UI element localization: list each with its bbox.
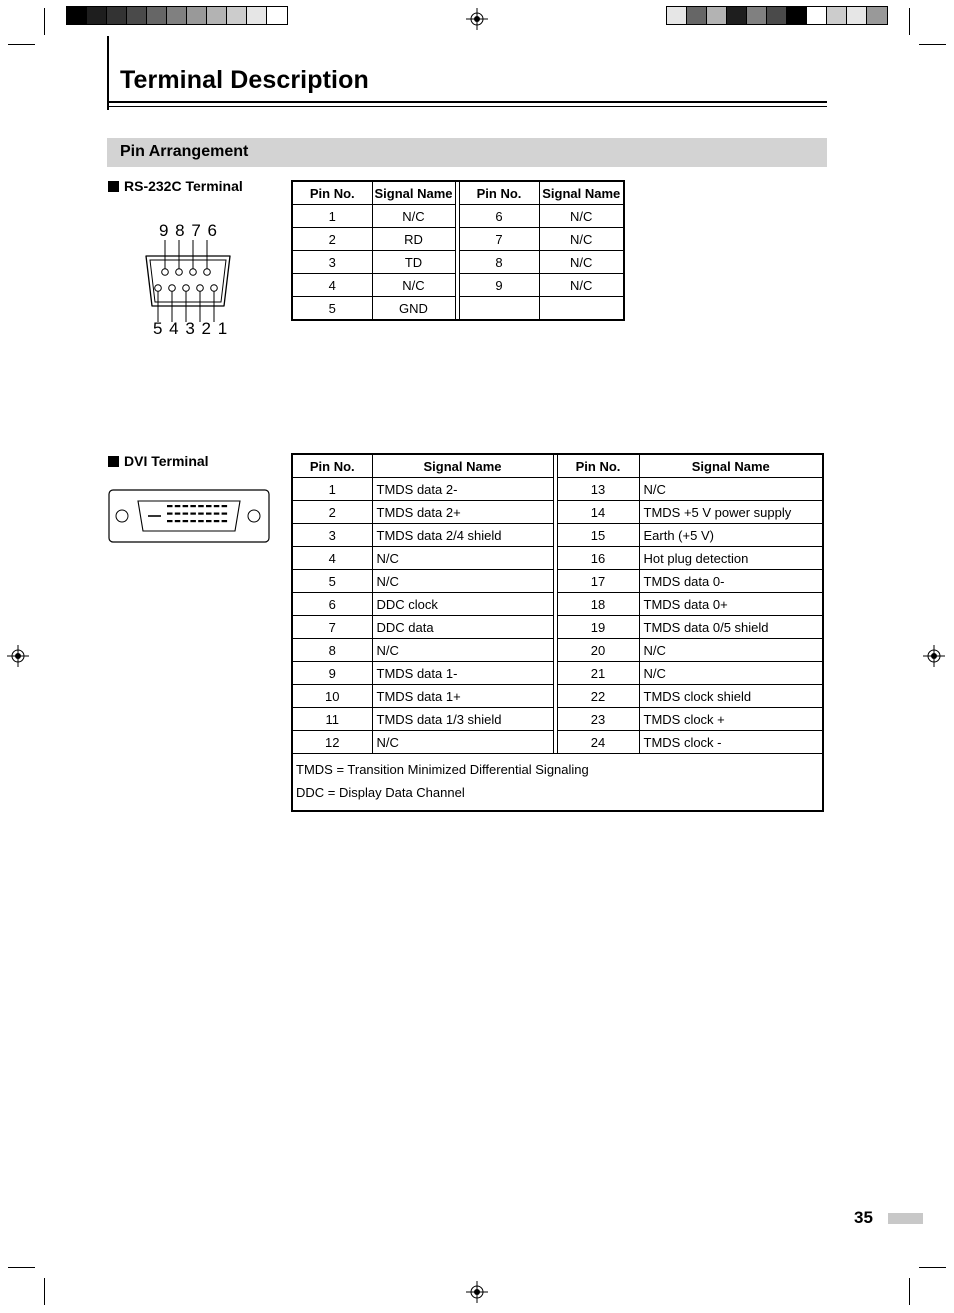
pin-number: 4 (292, 547, 372, 570)
signal-name: TMDS data 1/3 shield (372, 708, 553, 731)
page-number-bar (888, 1213, 923, 1224)
pin-number: 5 (292, 297, 372, 321)
table-row (292, 228, 624, 251)
column-header: Pin No. (557, 454, 639, 478)
dvi-pin (214, 520, 220, 522)
signal-name: N/C (372, 731, 553, 754)
table-header-row (292, 454, 823, 478)
signal-name: Earth (+5 V) (639, 524, 823, 547)
registration-mark-left (7, 645, 29, 667)
dvi-pin (214, 505, 220, 507)
pin-number: 13 (557, 478, 639, 501)
pin-number: 12 (292, 731, 372, 754)
signal-name: N/C (639, 478, 823, 501)
table-row (292, 731, 823, 754)
dvi-pin (222, 520, 228, 522)
pin-number: 7 (292, 616, 372, 639)
pin-number: 16 (557, 547, 639, 570)
signal-name: GND (372, 297, 455, 321)
signal-name: N/C (372, 570, 553, 593)
signal-name: TMDS data 1- (372, 662, 553, 685)
section-header (107, 138, 827, 167)
pin-number: 22 (557, 685, 639, 708)
table-row (292, 685, 823, 708)
dvi-connector-diagram (108, 489, 270, 543)
color-swatch (707, 7, 727, 24)
rs232-top-pin-numbers: 9 8 7 6 (159, 221, 218, 240)
color-swatch (167, 7, 187, 24)
color-swatch (787, 7, 807, 24)
dvi-pin (222, 505, 228, 507)
dvi-pin (167, 520, 173, 522)
registration-mark-top (466, 8, 488, 30)
dvi-pin (167, 513, 173, 515)
dvi-pin (206, 505, 212, 507)
signal-name: N/C (372, 274, 455, 297)
pin-number: 23 (557, 708, 639, 731)
pin-number: 14 (557, 501, 639, 524)
table-row (292, 274, 624, 297)
pin-number: 1 (292, 478, 372, 501)
color-swatch (127, 7, 147, 24)
color-swatch (147, 7, 167, 24)
signal-name: DDC data (372, 616, 553, 639)
signal-name: N/C (372, 639, 553, 662)
color-swatch (687, 7, 707, 24)
signal-name: N/C (539, 251, 624, 274)
dvi-pin (206, 520, 212, 522)
registration-mark-right (923, 645, 945, 667)
color-swatch (247, 7, 267, 24)
table-notes-row (292, 754, 823, 812)
rs232-pin-table (291, 180, 625, 321)
table-row (292, 251, 624, 274)
signal-name: N/C (372, 205, 455, 228)
signal-name: TMDS data 1+ (372, 685, 553, 708)
color-swatch (727, 7, 747, 24)
dvi-pin (190, 520, 196, 522)
column-header: Signal Name (539, 181, 624, 205)
pin-number: 17 (557, 570, 639, 593)
table-row (292, 478, 823, 501)
color-swatch (187, 7, 207, 24)
note-tmds: TMDS = Transition Minimized Differential Signaling (296, 762, 589, 777)
column-header: Pin No. (292, 454, 372, 478)
pin-number: 11 (292, 708, 372, 731)
signal-name: TMDS data 0/5 shield (639, 616, 823, 639)
pin-number: 19 (557, 616, 639, 639)
pin-number: 10 (292, 685, 372, 708)
table-row (292, 501, 823, 524)
note-ddc: DDC = Display Data Channel (296, 785, 465, 800)
rs232-bottom-pin-numbers: 5 4 3 2 1 (153, 319, 229, 338)
table-row (292, 297, 624, 321)
bullet-square-icon (108, 181, 119, 192)
table-header-row (292, 181, 624, 205)
title-rule (107, 101, 827, 103)
table-row (292, 570, 823, 593)
dvi-pin (167, 505, 173, 507)
table-row (292, 662, 823, 685)
signal-name: N/C (539, 228, 624, 251)
color-swatch (227, 7, 247, 24)
pin-number: 2 (292, 228, 372, 251)
pin-number: 5 (292, 570, 372, 593)
dvi-pin-table (291, 453, 824, 812)
color-swatch (807, 7, 827, 24)
signal-name: TMDS clock shield (639, 685, 823, 708)
dvi-pin (198, 513, 204, 515)
column-header: Signal Name (372, 454, 553, 478)
signal-name: TMDS data 2+ (372, 501, 553, 524)
column-header: Signal Name (639, 454, 823, 478)
bullet-square-icon (108, 456, 119, 467)
signal-name: TMDS +5 V power supply (639, 501, 823, 524)
rs232-heading-text: RS-232C Terminal (124, 178, 243, 194)
pin-number: 8 (459, 251, 539, 274)
signal-name: TMDS data 2/4 shield (372, 524, 553, 547)
pin-number: 1 (292, 205, 372, 228)
pin-number: 3 (292, 251, 372, 274)
rs232-connector-diagram (140, 240, 236, 322)
signal-name: Hot plug detection (639, 547, 823, 570)
pin-number: 21 (557, 662, 639, 685)
title-rule-thin (107, 106, 827, 107)
dvi-pin (198, 520, 204, 522)
dvi-pin (175, 505, 181, 507)
color-swatch (267, 7, 287, 24)
table-notes (292, 754, 823, 812)
pin-number: 4 (292, 274, 372, 297)
pin-number (459, 297, 539, 321)
page-number: 35 (854, 1208, 873, 1227)
section-title: Pin Arrangement (120, 143, 249, 160)
column-header: Pin No. (292, 181, 372, 205)
color-bar-right (666, 6, 888, 25)
signal-name: TMDS data 2- (372, 478, 553, 501)
pin-number: 6 (459, 205, 539, 228)
signal-name: RD (372, 228, 455, 251)
table-row (292, 639, 823, 662)
color-swatch (847, 7, 867, 24)
page-title: Terminal Description (120, 66, 369, 94)
dvi-pin (183, 505, 189, 507)
rs232-heading (108, 178, 243, 194)
color-swatch (827, 7, 847, 24)
pin-number: 9 (292, 662, 372, 685)
signal-name (539, 297, 624, 321)
signal-name: N/C (639, 639, 823, 662)
dvi-pin (190, 513, 196, 515)
signal-name: TMDS clock - (639, 731, 823, 754)
dvi-pin (175, 513, 181, 515)
color-swatch (67, 7, 87, 24)
table-row (292, 205, 624, 228)
column-header: Pin No. (459, 181, 539, 205)
signal-name: N/C (539, 274, 624, 297)
pin-number: 15 (557, 524, 639, 547)
pin-number: 20 (557, 639, 639, 662)
color-swatch (767, 7, 787, 24)
dvi-heading (108, 453, 209, 469)
pin-number: 24 (557, 731, 639, 754)
color-swatch (867, 7, 887, 24)
pin-number: 2 (292, 501, 372, 524)
signal-name: TMDS data 0- (639, 570, 823, 593)
column-header: Signal Name (372, 181, 455, 205)
color-swatch (667, 7, 687, 24)
color-swatch (207, 7, 227, 24)
pin-number: 6 (292, 593, 372, 616)
registration-mark-bottom (466, 1281, 488, 1303)
table-row (292, 616, 823, 639)
pin-number: 18 (557, 593, 639, 616)
signal-name: DDC clock (372, 593, 553, 616)
dvi-pin (206, 513, 212, 515)
dvi-pin (214, 513, 220, 515)
table-row (292, 524, 823, 547)
dvi-pin (183, 520, 189, 522)
pin-number: 7 (459, 228, 539, 251)
dvi-pin (190, 505, 196, 507)
pin-number: 3 (292, 524, 372, 547)
signal-name: TD (372, 251, 455, 274)
table-row (292, 547, 823, 570)
color-bar-left (66, 6, 288, 25)
color-swatch (107, 7, 127, 24)
color-swatch (87, 7, 107, 24)
signal-name: TMDS data 0+ (639, 593, 823, 616)
pin-number: 9 (459, 274, 539, 297)
signal-name: TMDS clock + (639, 708, 823, 731)
title-rule-vertical (107, 36, 109, 110)
signal-name: N/C (372, 547, 553, 570)
signal-name: N/C (639, 662, 823, 685)
dvi-pin (175, 520, 181, 522)
dvi-pin (183, 513, 189, 515)
signal-name: N/C (539, 205, 624, 228)
dvi-pin (222, 513, 228, 515)
dvi-pin (198, 505, 204, 507)
dvi-heading-text: DVI Terminal (124, 453, 209, 469)
color-swatch (747, 7, 767, 24)
table-row (292, 708, 823, 731)
pin-number: 8 (292, 639, 372, 662)
table-row (292, 593, 823, 616)
